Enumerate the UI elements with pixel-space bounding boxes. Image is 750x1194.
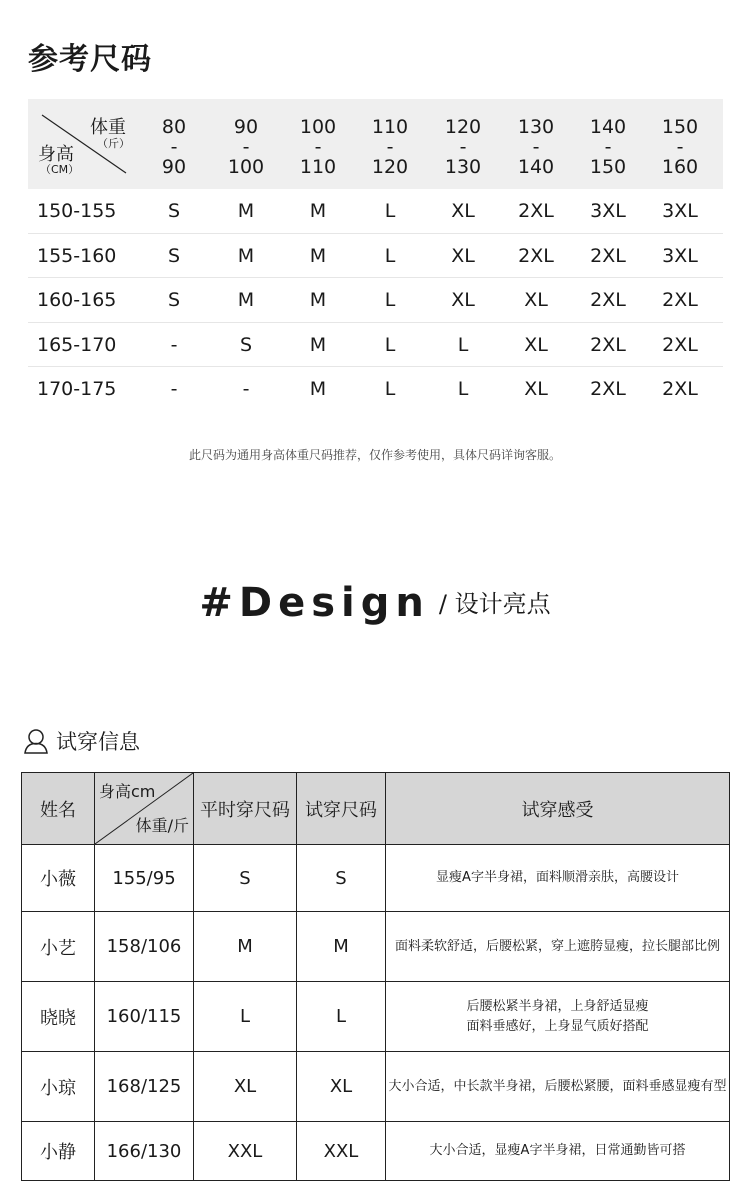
size-cell: 2XL	[590, 378, 626, 400]
weight-range: 110 - 120	[371, 116, 409, 178]
col-try-size: 试穿尺码	[297, 773, 386, 845]
usual-size: XXL	[194, 1122, 297, 1181]
col-height-label: 身高cm	[99, 782, 156, 801]
size-cell: 2XL	[518, 200, 554, 222]
model-name: 小静	[22, 1122, 95, 1181]
size-cell: -	[242, 378, 250, 400]
weight-range: 140 - 150	[589, 116, 627, 178]
tryon-row	[22, 912, 730, 982]
fit-feedback: 大小合适，中长款半身裙，后腰松紧腰，面料垂感显瘦有型	[386, 1052, 730, 1122]
weight-range: 150 - 160	[661, 116, 699, 178]
usual-size: XL	[194, 1052, 297, 1122]
size-cell: 2XL	[662, 378, 698, 400]
fit-feedback: 面料柔软舒适，后腰松紧，穿上遮胯显瘦，拉长腿部比例	[386, 912, 730, 982]
height-range: 165-170	[37, 333, 117, 356]
model-name: 小薇	[22, 845, 95, 912]
size-cell: 2XL	[590, 244, 626, 267]
size-cell: -	[170, 378, 178, 400]
size-row	[28, 189, 723, 234]
size-cell: L	[384, 244, 396, 267]
col-weight-label: 体重/斤	[135, 816, 189, 835]
size-cell: M	[309, 289, 327, 311]
weight-unit: （斤）	[97, 137, 130, 150]
usual-size: M	[194, 912, 297, 982]
size-cell: 3XL	[662, 200, 698, 222]
try-size: L	[297, 982, 386, 1052]
weight-range: 90 - 100	[227, 116, 265, 178]
col-name: 姓名	[22, 773, 95, 845]
col-usual-size: 平时穿尺码	[194, 773, 297, 845]
tryon-heading	[22, 726, 140, 756]
weight-range: 130 - 140	[517, 116, 555, 178]
size-cell: L	[384, 333, 396, 356]
size-cell: M	[309, 200, 327, 222]
usual-size: L	[194, 982, 297, 1052]
height-range: 150-155	[37, 200, 117, 222]
height-label: 身高	[38, 144, 74, 165]
col-height-weight	[95, 773, 194, 845]
size-cell: XL	[524, 289, 548, 311]
model-name: 晓晓	[22, 982, 95, 1052]
tryon-row	[22, 845, 730, 912]
size-cell: M	[237, 289, 255, 311]
height-range: 170-175	[37, 378, 117, 400]
height-weight: 158/106	[95, 912, 194, 982]
weight-range: 120 - 130	[444, 116, 482, 178]
tryon-table	[21, 772, 730, 1181]
size-cell: L	[384, 289, 396, 311]
size-row	[28, 234, 723, 279]
size-cell: L	[384, 378, 396, 400]
fit-feedback: 大小合适，显瘦A字半身裙，日常通勤皆可搭	[386, 1122, 730, 1181]
col-feel: 试穿感受	[386, 773, 730, 845]
try-size: S	[297, 845, 386, 912]
size-cell: L	[384, 200, 396, 222]
size-cell: S	[167, 200, 181, 222]
size-row	[28, 323, 723, 368]
size-cell: 3XL	[590, 200, 626, 222]
design-title: #Design	[199, 580, 430, 626]
size-cell: XL	[451, 289, 475, 311]
size-cell: M	[237, 200, 255, 222]
size-chart-diagonal-header	[28, 99, 128, 189]
size-cell: 2XL	[662, 333, 698, 356]
height-range: 155-160	[37, 244, 117, 267]
height-range: 160-165	[37, 289, 117, 311]
fit-feedback: 后腰松紧半身裙，上身舒适显瘦 面料垂感好，上身显气质好搭配	[386, 982, 730, 1052]
design-subtitle: / 设计亮点	[438, 590, 551, 618]
person-icon	[22, 727, 50, 755]
height-weight: 160/115	[95, 982, 194, 1052]
height-unit: （CM）	[40, 163, 80, 176]
height-weight: 166/130	[95, 1122, 194, 1181]
size-chart-table	[28, 99, 723, 411]
height-weight: 155/95	[95, 845, 194, 912]
usual-size: S	[194, 845, 297, 912]
size-cell: XL	[451, 200, 475, 222]
size-cell: S	[167, 289, 181, 311]
fit-feedback: 显瘦A字半身裙，面料顺滑亲肤，高腰设计	[386, 845, 730, 912]
size-cell: L	[457, 333, 469, 356]
size-cell: M	[309, 378, 327, 400]
size-row	[28, 278, 723, 323]
model-name: 小琼	[22, 1052, 95, 1122]
design-heading	[0, 580, 750, 626]
size-cell: L	[457, 378, 469, 400]
tryon-row	[22, 1122, 730, 1181]
size-chart-header	[28, 99, 723, 189]
size-cell: XL	[451, 244, 475, 267]
tryon-row	[22, 1052, 730, 1122]
size-cell: -	[170, 333, 178, 356]
size-cell: XL	[524, 333, 548, 356]
size-cell: XL	[524, 378, 548, 400]
size-cell: 2XL	[518, 244, 554, 267]
size-chart-title: 参考尺码	[28, 42, 152, 77]
size-cell: 2XL	[662, 289, 698, 311]
tryon-header-row	[22, 773, 730, 845]
size-cell: 2XL	[590, 289, 626, 311]
size-chart-note: 此尺码为通用身高体重尺码推荐，仅作参考使用，具体尺码详询客服。	[188, 448, 561, 462]
size-cell: 2XL	[590, 333, 626, 356]
size-cell: M	[309, 244, 327, 267]
try-size: XL	[297, 1052, 386, 1122]
tryon-row	[22, 982, 730, 1052]
weight-range: 100 - 110	[299, 116, 337, 178]
tryon-title: 试穿信息	[56, 730, 140, 754]
size-cell: M	[237, 244, 255, 267]
size-cell: S	[167, 244, 181, 267]
weight-label: 体重	[90, 117, 126, 138]
size-cell: 3XL	[662, 244, 698, 267]
size-cell: M	[309, 333, 327, 356]
height-weight: 168/125	[95, 1052, 194, 1122]
weight-range: 80 - 90	[161, 116, 187, 178]
size-row	[28, 367, 723, 411]
model-name: 小艺	[22, 912, 95, 982]
try-size: XXL	[297, 1122, 386, 1181]
size-cell: S	[239, 333, 253, 356]
try-size: M	[297, 912, 386, 982]
